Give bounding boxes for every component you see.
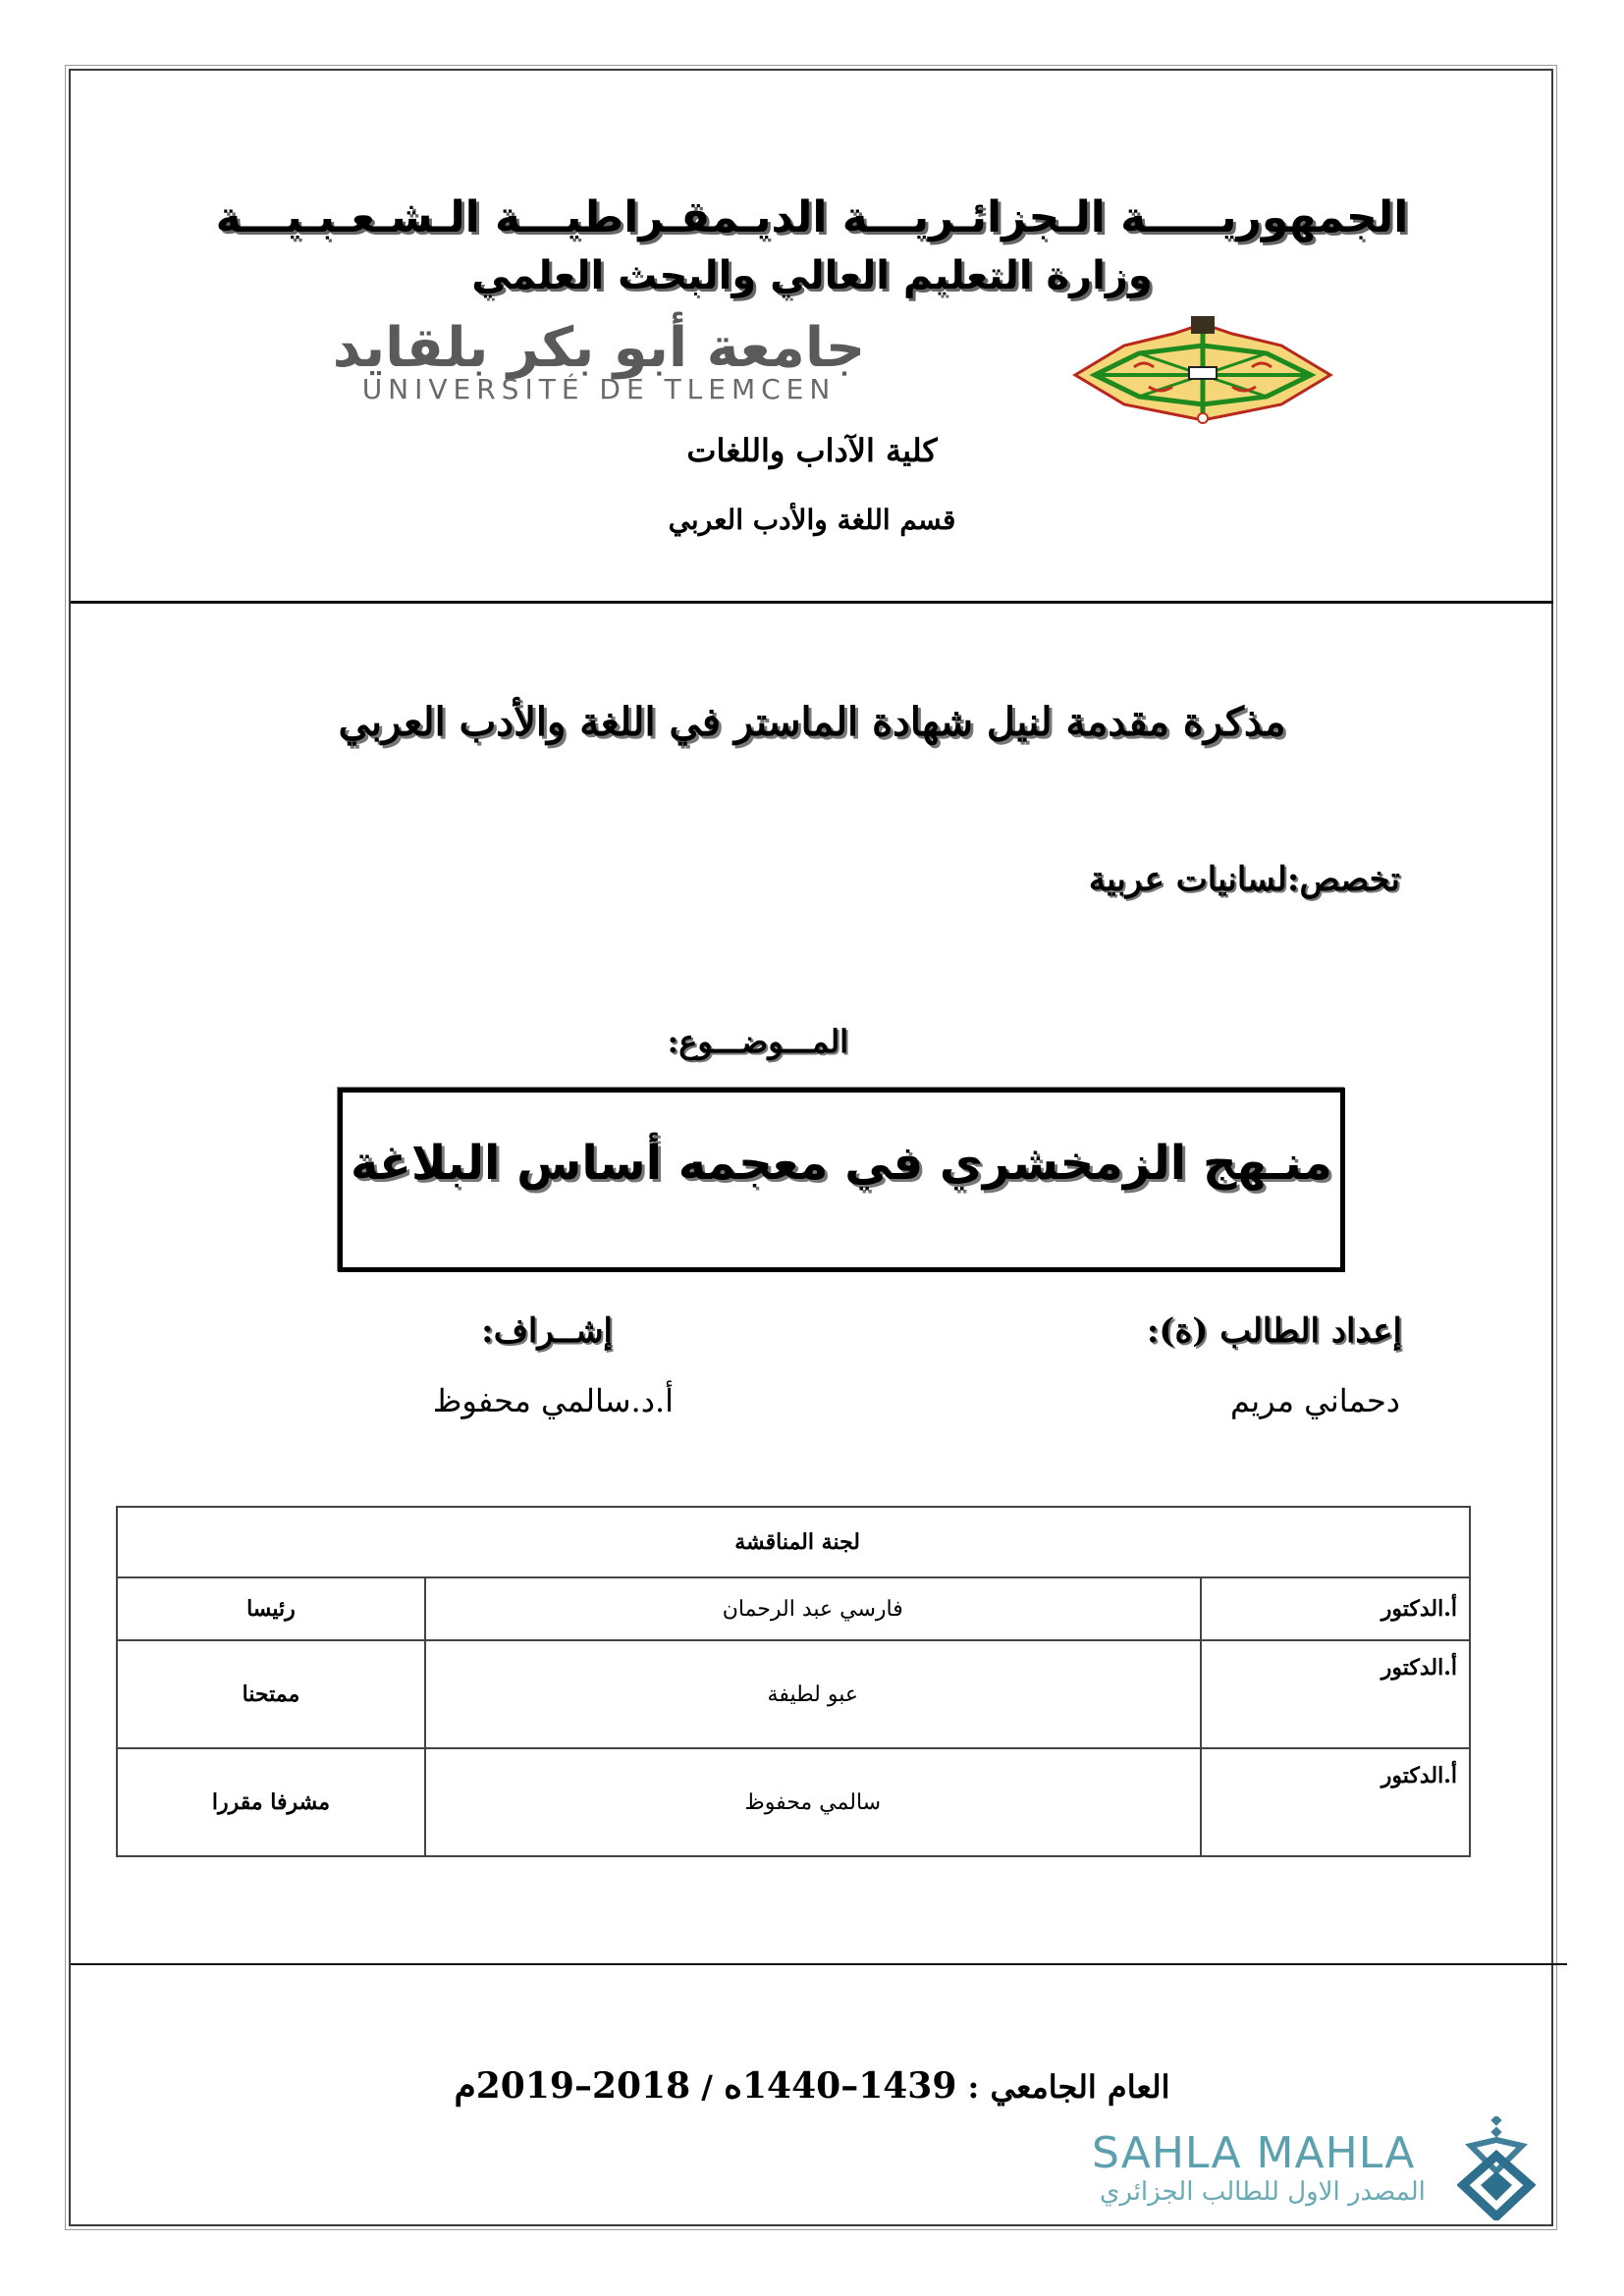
- table-row: [117, 1577, 1470, 1640]
- divider-bottom: [71, 1963, 1567, 1965]
- university-name-french: UNIVERSITÉ DE TLEMCEN: [361, 373, 837, 405]
- jury-role: مشرفا مقررا: [117, 1748, 425, 1856]
- jury-header: لجنة المناقشة: [117, 1507, 1470, 1577]
- watermark-tagline: المصدر الاول للطالب الجزائري: [1100, 2177, 1426, 2207]
- specialty-label: تخصص:لسانيات عربية: [1088, 860, 1400, 899]
- jury-title: أ.الدكتور: [1201, 1748, 1470, 1856]
- memoir-statement: مذكرة مقدمة لنيل شهادة الماستر في اللغة والأدب العربي: [338, 699, 1286, 745]
- table-row: [117, 1640, 1470, 1748]
- academic-year-separator: /: [701, 2068, 713, 2106]
- prepared-by-label: إعداد الطالب (ة):: [1146, 1311, 1402, 1351]
- divider-top: [71, 601, 1553, 604]
- faculty-name: كلية الآداب واللغات: [686, 432, 938, 469]
- academic-year-gregorian: 2018–2019م: [454, 2065, 691, 2107]
- university-emblem-icon: [1056, 316, 1350, 424]
- table-row: [117, 1748, 1470, 1856]
- academic-year: [0, 2065, 1624, 2107]
- sahla-mahla-watermark: [1092, 2120, 1543, 2218]
- subject-label: المـــوضـــوع:: [667, 1023, 848, 1060]
- jury-name: عبو لطيفة: [425, 1640, 1201, 1748]
- student-name: دحماني مريم: [1229, 1382, 1400, 1419]
- calligraphy-logo-icon: [1457, 2116, 1536, 2220]
- ministry-heading: وزارة التعليم العالي والبحث العلمي: [471, 253, 1153, 298]
- jury-header-row: [117, 1507, 1470, 1577]
- academic-year-label: العام الجامعي :: [967, 2068, 1170, 2106]
- supervision-label: إشــراف:: [481, 1311, 613, 1351]
- jury-name: فارسي عبد الرحمان: [425, 1577, 1201, 1640]
- supervisor-name: أ.د.سالمي محفوظ: [432, 1382, 674, 1419]
- department-name: قسم اللغة والأدب العربي: [668, 504, 956, 536]
- jury-role: ممتحنا: [117, 1640, 425, 1748]
- jury-name: سالمي محفوظ: [425, 1748, 1201, 1856]
- jury-role: رئيسا: [117, 1577, 425, 1640]
- university-name-arabic: جامعة أبو بكر بلقايد: [332, 316, 866, 380]
- republic-heading: الجمهوريـــــة الـجزائـريـــة الديـمقـراطيـــة الـشـعـبـيـــة: [215, 192, 1409, 242]
- jury-title: أ.الدكتور: [1201, 1640, 1470, 1748]
- thesis-title-box: [338, 1088, 1345, 1272]
- academic-year-hijri: 1439–1440ه: [724, 2065, 957, 2107]
- jury-title: أ.الدكتور: [1201, 1577, 1470, 1640]
- jury-table: [116, 1506, 1471, 1857]
- watermark-brand: SAHLA MAHLA: [1092, 2128, 1416, 2178]
- thesis-title: منـهج الزمخشري في معجمه أساس البلاغة: [351, 1136, 1332, 1191]
